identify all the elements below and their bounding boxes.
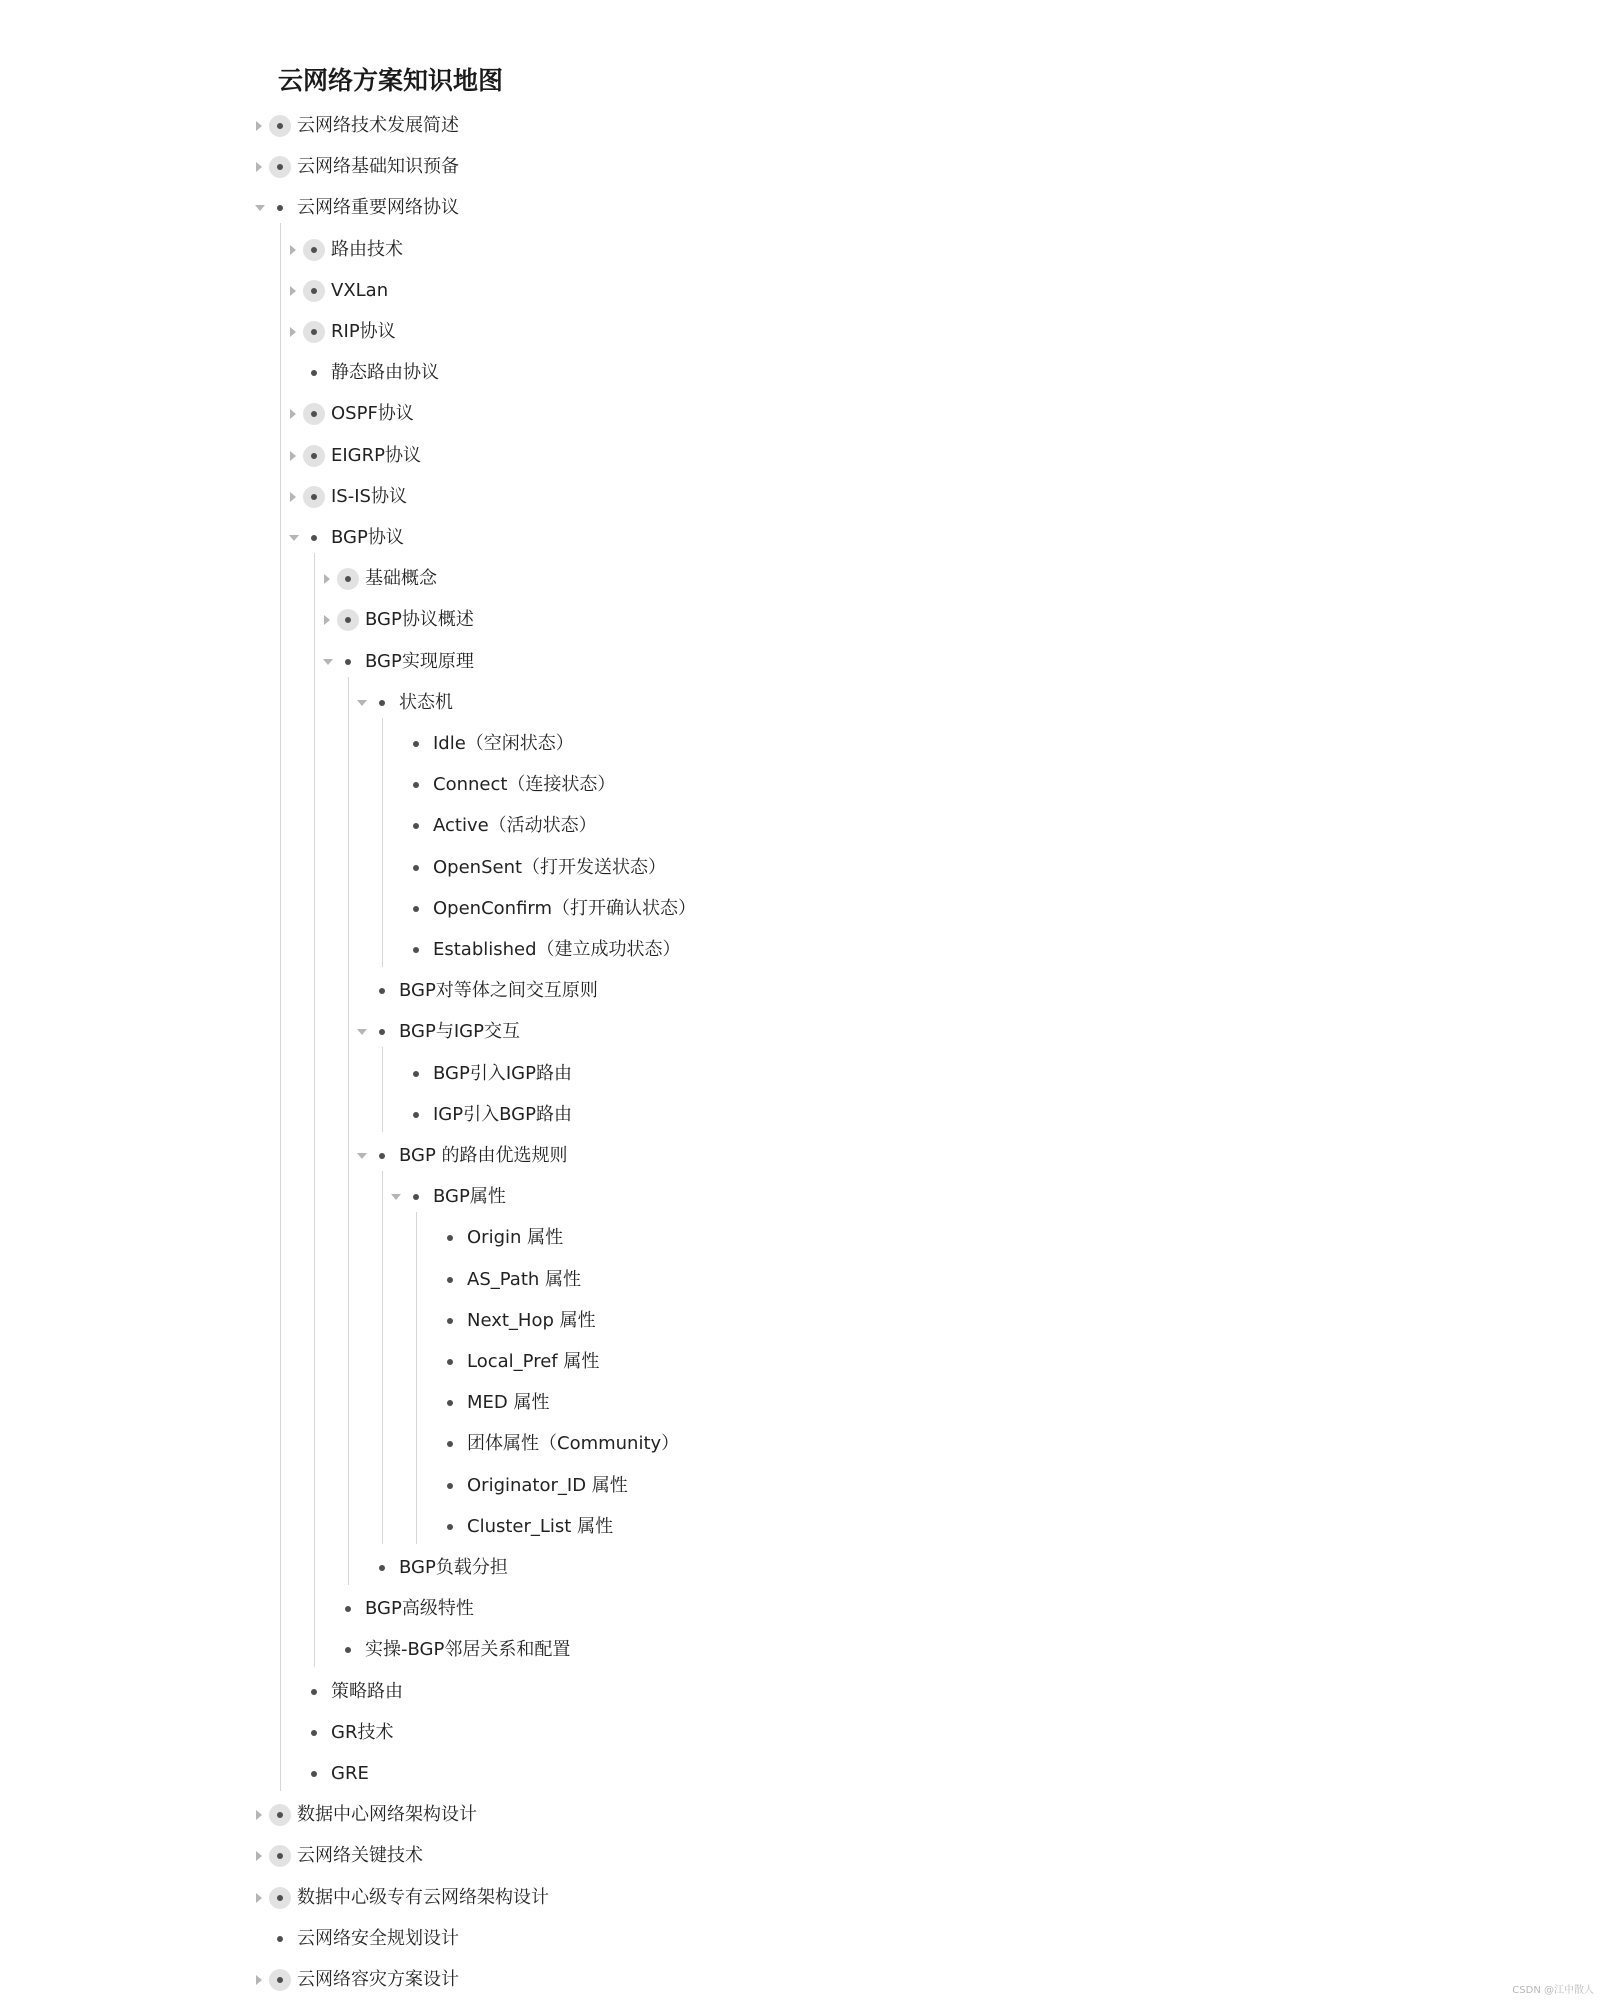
caret-right-icon[interactable] xyxy=(256,1893,262,1903)
outline-item-label: BGP与IGP交互 xyxy=(399,1021,520,1043)
bullet-icon[interactable] xyxy=(303,239,325,261)
outline-item-label: 数据中心网络架构设计 xyxy=(297,1804,477,1826)
bullet-icon[interactable] xyxy=(269,1887,291,1909)
caret-down-icon[interactable] xyxy=(357,1029,367,1035)
indent-guide xyxy=(382,1047,383,1131)
bullet-dot xyxy=(345,1647,351,1653)
outline-item-label: AS_Path 属性 xyxy=(467,1268,582,1290)
bullet-icon[interactable] xyxy=(371,1145,393,1167)
bullet-icon[interactable] xyxy=(405,898,427,920)
outline-item-label: Local_Pref 属性 xyxy=(467,1351,600,1372)
bullet-dot xyxy=(311,1689,317,1695)
bullet-dot xyxy=(413,782,419,788)
bullet-icon[interactable] xyxy=(405,1063,427,1085)
bullet-icon[interactable] xyxy=(405,733,427,755)
indent-guide xyxy=(280,223,281,1791)
bullet-dot xyxy=(447,1318,453,1324)
bullet-dot xyxy=(379,1029,385,1035)
outline-item-label: 云网络技术发展简述 xyxy=(297,115,459,136)
bullet-icon[interactable] xyxy=(269,1928,291,1950)
outline-item-label: 静态路由协议 xyxy=(331,362,439,384)
outline-item-label: BGP协议 xyxy=(331,527,404,548)
bullet-dot xyxy=(413,947,419,953)
outline-item-label: Origin 属性 xyxy=(467,1227,564,1249)
bullet-icon[interactable] xyxy=(439,1310,461,1332)
caret-right-icon[interactable] xyxy=(290,492,296,502)
indent-guide xyxy=(416,1212,417,1544)
caret-right-icon[interactable] xyxy=(290,409,296,419)
outline-item-label: BGP负载分担 xyxy=(399,1557,508,1578)
bullet-dot xyxy=(447,1400,453,1406)
bullet-icon[interactable] xyxy=(405,939,427,961)
indent-guide xyxy=(314,553,315,1667)
bullet-icon[interactable] xyxy=(371,692,393,714)
bullet-dot xyxy=(311,288,317,294)
bullet-dot xyxy=(311,411,317,417)
outline-item-label: BGP协议概述 xyxy=(365,609,474,631)
outline-item-label: 云网络重要网络协议 xyxy=(297,197,459,219)
bullet-dot xyxy=(345,1606,351,1612)
caret-down-icon[interactable] xyxy=(323,659,333,665)
bullet-icon[interactable] xyxy=(269,1845,291,1867)
outline-item-label: 实操-BGP邻居关系和配置 xyxy=(365,1639,571,1661)
outline-item-label: OpenSent（打开发送状态） xyxy=(433,856,667,878)
bullet-dot xyxy=(345,617,351,623)
caret-right-icon[interactable] xyxy=(256,162,262,172)
bullet-dot xyxy=(379,1565,385,1571)
bullet-dot xyxy=(311,494,317,500)
bullet-icon[interactable] xyxy=(303,445,325,467)
bullet-dot xyxy=(413,823,419,829)
bullet-icon[interactable] xyxy=(303,362,325,384)
outline-item-label: 云网络基础知识预备 xyxy=(297,156,459,178)
caret-right-icon[interactable] xyxy=(324,615,330,625)
bullet-dot xyxy=(277,164,283,170)
outline-item-label: 云网络关键技术 xyxy=(297,1845,423,1867)
bullet-dot xyxy=(277,1977,283,1983)
outline-item-label: GRE xyxy=(331,1763,369,1784)
caret-down-icon[interactable] xyxy=(289,535,299,541)
caret-down-icon[interactable] xyxy=(357,700,367,706)
bullet-dot xyxy=(379,988,385,994)
bullet-icon[interactable] xyxy=(303,486,325,508)
bullet-dot xyxy=(277,1812,283,1818)
watermark: CSDN @江中散人 xyxy=(1512,1985,1594,1996)
caret-right-icon[interactable] xyxy=(290,286,296,296)
outline-item-label: 基础概念 xyxy=(365,568,437,590)
outline-item-label: 云网络安全规划设计 xyxy=(297,1927,459,1949)
bullet-icon[interactable] xyxy=(439,1475,461,1497)
bullet-dot xyxy=(379,700,385,706)
bullet-dot xyxy=(413,1194,419,1200)
bullet-icon[interactable] xyxy=(439,1269,461,1291)
bullet-dot xyxy=(413,1112,419,1118)
bullet-dot xyxy=(379,1153,385,1159)
outline-item-label: IS-IS协议 xyxy=(331,485,407,507)
outline-item-label: 状态机 xyxy=(399,691,453,713)
outline-item-label: Established（建立成功状态） xyxy=(433,939,681,960)
bullet-dot xyxy=(447,1441,453,1447)
bullet-icon[interactable] xyxy=(405,774,427,796)
bullet-dot xyxy=(413,906,419,912)
outline-item-label: Connect（连接状态） xyxy=(433,774,616,796)
caret-right-icon[interactable] xyxy=(256,121,262,131)
bullet-dot xyxy=(311,1771,317,1777)
bullet-dot xyxy=(311,329,317,335)
caret-down-icon[interactable] xyxy=(255,205,265,211)
bullet-icon[interactable] xyxy=(303,1763,325,1785)
bullet-icon[interactable] xyxy=(405,1186,427,1208)
outline-item-label: OSPF协议 xyxy=(331,403,414,425)
bullet-icon[interactable] xyxy=(405,1104,427,1126)
bullet-dot xyxy=(311,453,317,459)
caret-right-icon[interactable] xyxy=(290,245,296,255)
bullet-icon[interactable] xyxy=(303,527,325,549)
outline-item-label: GR技术 xyxy=(331,1721,394,1743)
outline-item-label: EIGRP协议 xyxy=(331,444,421,466)
bullet-dot xyxy=(277,1853,283,1859)
bullet-icon[interactable] xyxy=(439,1516,461,1538)
page-title: 云网络方案知识地图 xyxy=(278,66,504,95)
bullet-dot xyxy=(447,1235,453,1241)
bullet-icon[interactable] xyxy=(337,609,359,631)
bullet-dot xyxy=(311,370,317,376)
bullet-dot xyxy=(277,1895,283,1901)
outline-item-label: OpenConfirm（打开确认状态） xyxy=(433,897,697,919)
bullet-icon[interactable] xyxy=(405,857,427,879)
outline-item-label: Active（活动状态） xyxy=(433,815,597,837)
bullet-icon[interactable] xyxy=(269,197,291,219)
outline-item-label: Cluster_List 属性 xyxy=(467,1515,614,1537)
outline-item-label: Originator_ID 属性 xyxy=(467,1474,628,1496)
outline-item-label: BGP引入IGP路由 xyxy=(433,1062,572,1084)
bullet-icon[interactable] xyxy=(269,115,291,137)
bullet-dot xyxy=(413,865,419,871)
caret-down-icon[interactable] xyxy=(391,1194,401,1200)
outline-item-label: Next_Hop 属性 xyxy=(467,1309,596,1331)
outline-item-label: Idle（空闲状态） xyxy=(433,733,574,754)
indent-guide xyxy=(348,677,349,1585)
caret-right-icon[interactable] xyxy=(256,1810,262,1820)
bullet-icon[interactable] xyxy=(269,1969,291,1991)
bullet-dot xyxy=(345,576,351,582)
bullet-dot xyxy=(447,1277,453,1283)
bullet-icon[interactable] xyxy=(303,403,325,425)
outline-item-label: 团体属性（Community） xyxy=(467,1433,680,1455)
bullet-dot xyxy=(447,1524,453,1530)
outline-item-label: 路由技术 xyxy=(331,238,403,260)
bullet-dot xyxy=(311,1730,317,1736)
bullet-icon[interactable] xyxy=(337,1598,359,1620)
bullet-dot xyxy=(413,741,419,747)
outline-item-label: IGP引入BGP路由 xyxy=(433,1103,572,1125)
bullet-dot xyxy=(311,247,317,253)
bullet-icon[interactable] xyxy=(337,1639,359,1661)
bullet-dot xyxy=(345,659,351,665)
caret-right-icon[interactable] xyxy=(290,327,296,337)
bullet-icon[interactable] xyxy=(439,1351,461,1373)
outline-item-label: 策略路由 xyxy=(331,1680,403,1702)
bullet-dot xyxy=(277,1936,283,1942)
caret-right-icon[interactable] xyxy=(256,1975,262,1985)
bullet-dot xyxy=(413,1071,419,1077)
bullet-icon[interactable] xyxy=(303,1722,325,1744)
bullet-dot xyxy=(311,535,317,541)
bullet-icon[interactable] xyxy=(371,1557,393,1579)
outline-item-label: MED 属性 xyxy=(467,1392,550,1414)
bullet-icon[interactable] xyxy=(439,1433,461,1455)
bullet-icon[interactable] xyxy=(337,568,359,590)
indent-guide xyxy=(382,1171,383,1544)
bullet-dot xyxy=(447,1359,453,1365)
indent-guide xyxy=(382,718,383,967)
outline-item-label: VXLan xyxy=(331,279,389,301)
outline-item-label: BGP实现原理 xyxy=(365,650,474,672)
caret-right-icon[interactable] xyxy=(256,1851,262,1861)
bullet-icon[interactable] xyxy=(303,321,325,343)
outline-item-label: BGP对等体之间交互原则 xyxy=(399,980,598,1002)
outline-item-label: BGP高级特性 xyxy=(365,1598,474,1620)
outline-item-label: 云网络容灾方案设计 xyxy=(297,1969,459,1990)
bullet-dot xyxy=(447,1483,453,1489)
caret-right-icon[interactable] xyxy=(324,574,330,584)
bullet-icon[interactable] xyxy=(405,815,427,837)
caret-right-icon[interactable] xyxy=(290,451,296,461)
bullet-icon[interactable] xyxy=(269,1804,291,1826)
outline-item-label: BGP 的路由优选规则 xyxy=(399,1145,568,1166)
bullet-icon[interactable] xyxy=(371,1021,393,1043)
bullet-icon[interactable] xyxy=(371,980,393,1002)
outline-item-label: RIP协议 xyxy=(331,321,396,342)
bullet-icon[interactable] xyxy=(269,156,291,178)
bullet-icon[interactable] xyxy=(439,1392,461,1414)
bullet-icon[interactable] xyxy=(439,1227,461,1249)
outline-item-label: BGP属性 xyxy=(433,1186,506,1208)
bullet-dot xyxy=(277,123,283,129)
bullet-icon[interactable] xyxy=(303,1681,325,1703)
caret-down-icon[interactable] xyxy=(357,1153,367,1159)
bullet-dot xyxy=(277,205,283,211)
outline-item-label: 数据中心级专有云网络架构设计 xyxy=(297,1886,549,1908)
bullet-icon[interactable] xyxy=(303,280,325,302)
bullet-icon[interactable] xyxy=(337,651,359,673)
